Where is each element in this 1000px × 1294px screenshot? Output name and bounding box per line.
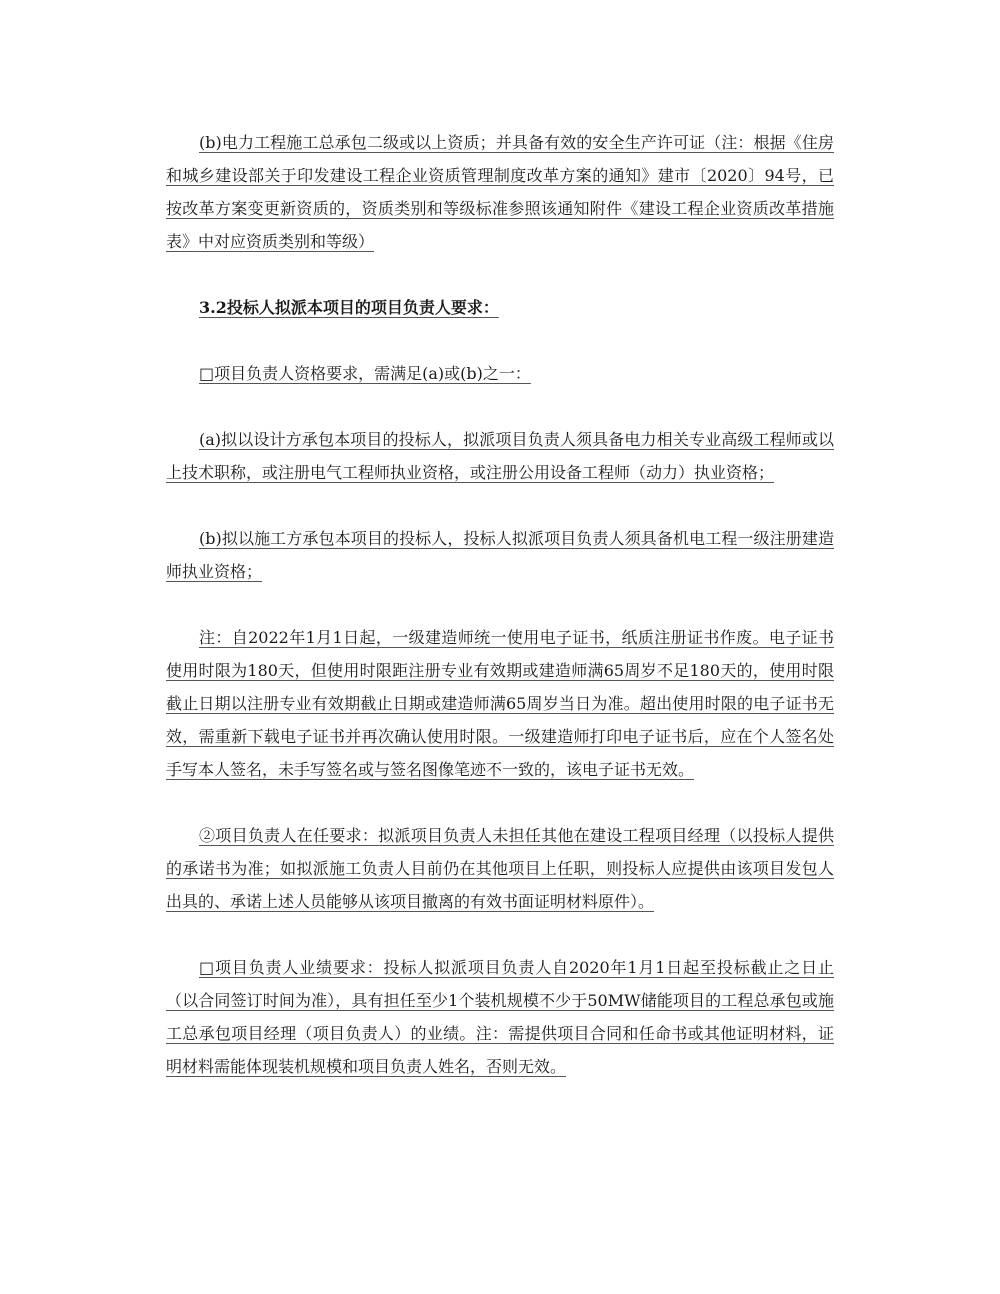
- paragraph-qualification-b: (b)电力工程施工总承包二级或以上资质；并具备有效的安全生产许可证（注：根据《住房和城乡建设部关于印发建设工程企业资质管理制度改革方案的通知》建市〔2020〕94号，已按改革方案变更新资质的，资质类别和等级标准参照该通知附件《建设工程企业资质改革措施表》中对应资质类别和等级）: [166, 133, 834, 251]
- document-page: [166, 126, 834, 1083]
- paragraph-manager-qualification: □项目负责人资格要求，需满足(a)或(b)之一：: [199, 364, 531, 383]
- paragraph-tenure-requirement: ②项目负责人在任要求：拟派项目负责人未担任其他在建设工程项目经理（以投标人提供的承诺书为准；如拟派施工负责人目前仍在其他项目上任职，则投标人应提供由该项目发包人出具的、承诺上述人员能够从该项目撤离的有效书面证明材料原件）。: [166, 826, 834, 911]
- paragraph-option-a: (a)拟以设计方承包本项目的投标人，拟派项目负责人须具备电力相关专业高级工程师或以上技术职称，或注册电气工程师执业资格，或注册公用设备工程师（动力）执业资格；: [166, 430, 834, 482]
- paragraph-option-b: (b)拟以施工方承包本项目的投标人，投标人拟派项目负责人须具备机电工程一级注册建造师执业资格；: [166, 529, 834, 581]
- paragraph-performance-requirement: □项目负责人业绩要求：投标人拟派项目负责人自2020年1月1日起至投标截止之日止（以合同签订时间为准），具有担任至少1个装机规模不少于50MW储能项目的工程总承包或施工总承包项目经理（项目负责人）的业绩。注：需提供项目合同和任命书或其他证明材料，证明材料需能体现装机规模和项目负责人姓名，否则无效。: [166, 958, 834, 1076]
- paragraph-certificate-note: 注：自2022年1月1日起，一级建造师统一使用电子证书，纸质注册证书作废。电子证书使用时限为180天，但使用时限距注册专业有效期或建造师满65周岁不足180天的，使用时限截止日期以注册专业有效期截止日期或建造师满65周岁当日为准。超出使用时限的电子证书无效，需重新下载电子证书并再次确认使用时限。一级建造师打印电子证书后，应在个人签名处手写本人签名，未手写签名或与签名图像笔迹不一致的，该电子证书无效。: [166, 628, 834, 779]
- section-heading-3-2: 3.2投标人拟派本项目的项目负责人要求：: [199, 298, 499, 317]
